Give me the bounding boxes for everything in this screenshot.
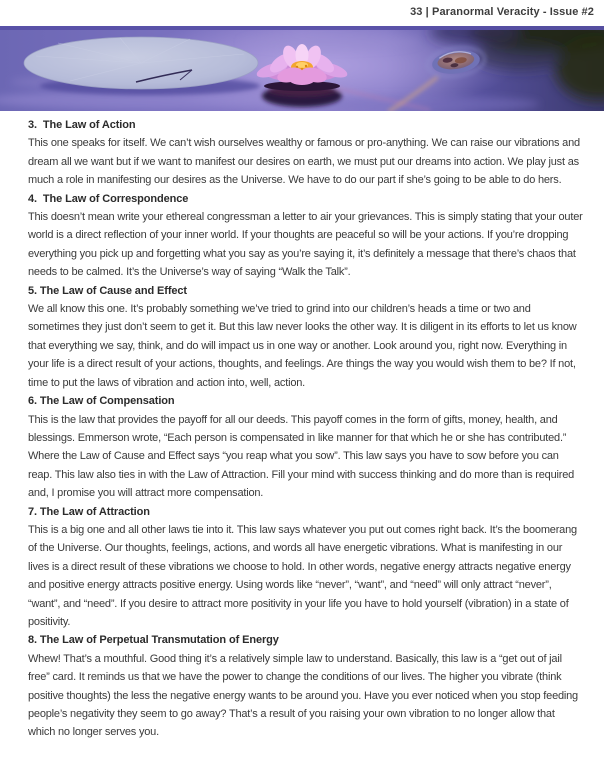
law-section-5: [28, 282, 584, 392]
law-paragraph: Whew! That’s a mouthful. Good thing it’s a relatively simple law to understand. Basically, this law is a “get out of jail free” card. It reminds us that we have the power to change the conditions of our lives. The higher you vibrate (think positive thoughts) the less the negative energy wants to be around you. Have you ever noticed when you stop feeding people’s negativity they seem to go away? That’s a result of you raising your own vibration to no longer allow that which no longer serves you.: [28, 652, 578, 739]
law-section-4: [28, 190, 584, 282]
law-heading: 8. The Law of Perpetual Transmutation of Energy: [28, 634, 279, 647]
law-paragraph: This is the law that provides the payoff for all our deeds. This payoff comes in the form of gifts, money, health, and blessings. Emmerson wrote, “Each person is compensated in like manner for that which he or she has contributed.” Where the Law of Cause and Effect says “you reap what you sow”. This law says you have to sow before you can reap. This law also ties in with the Law of Attraction. Fill your mind with success thinking and do more than is required and, I promise you will attract more compensation.: [28, 413, 575, 500]
law-paragraph: This one speaks for itself. We can’t wish ourselves wealthy or famous or pro-anything. We can raise our vibrations and dream all we want but if we want to manifest our desires on earth, we must put our dreams into action. We play just as much a role in manifesting our desires as the Universe. We have to do our part if she’s going to be able to do hers.: [28, 137, 580, 187]
law-heading: 7. The Law of Attraction: [28, 505, 150, 518]
law-section-8: [28, 631, 584, 741]
law-heading: 4. The Law of Correspondence: [28, 192, 189, 205]
lotus-pond-photo: [0, 26, 604, 111]
law-section-3: [28, 116, 584, 190]
lily-pad: [24, 37, 260, 95]
law-paragraph: We all know this one. It’s probably something we’ve tried to grind into our children’s heads a time or two and sometimes they just don’t seem to get it. But this law never looks the other way. It is diligent in its efforts to let us know that everything we say, think, and do will impact us in one way or another. Look around you, right now. Everything in your life is a direct result of your actions, thoughts, and feelings. Are things the way you would wish them to be? If not, time to put the laws of vibration and action into, well, action.: [28, 303, 577, 389]
page-number-and-title: 33 | Paranormal Veracity - Issue #2: [410, 6, 594, 18]
law-heading: 6. The Law of Compensation: [28, 395, 175, 408]
law-heading: 5. The Law of Cause and Effect: [28, 284, 187, 297]
law-heading: 3. The Law of Action: [28, 119, 136, 131]
article-body: [0, 111, 604, 742]
law-paragraph: This doesn’t mean write your ethereal congressman a letter to air your grievances. This is simply stating that your outer world is a direct reflection of your inner world. If your thoughts are peaceful so will be your actions. If you’re dropping everything you pick up and forgetting what you say as you’re saying it, it’s definitely a message that there’s chaos that needs to be calmed. It’s the Universe’s way of saying “Walk the Talk”.: [28, 211, 583, 279]
law-paragraph: This is a big one and all other laws tie into it. This law says whatever you put out comes right back. It’s the boomerang of the Universe. Our thoughts, feelings, actions, and words all have energetic vibrations. What is manifesting in our lives is a direct result of these vibrations we choose to hold. In other words, negative energy attracts negative energy and positive energy attracts positive energy. Using words like “never”, “want”, and “need” will only attract “never”, “want”, and “need”. If you desire to attract more positivity in your life you have to hold yourself (vibration) in a state of positivity.: [28, 523, 577, 628]
page-header: [0, 0, 604, 26]
hero-image: [0, 26, 604, 111]
law-section-7: [28, 503, 584, 632]
law-section-6: [28, 392, 584, 502]
